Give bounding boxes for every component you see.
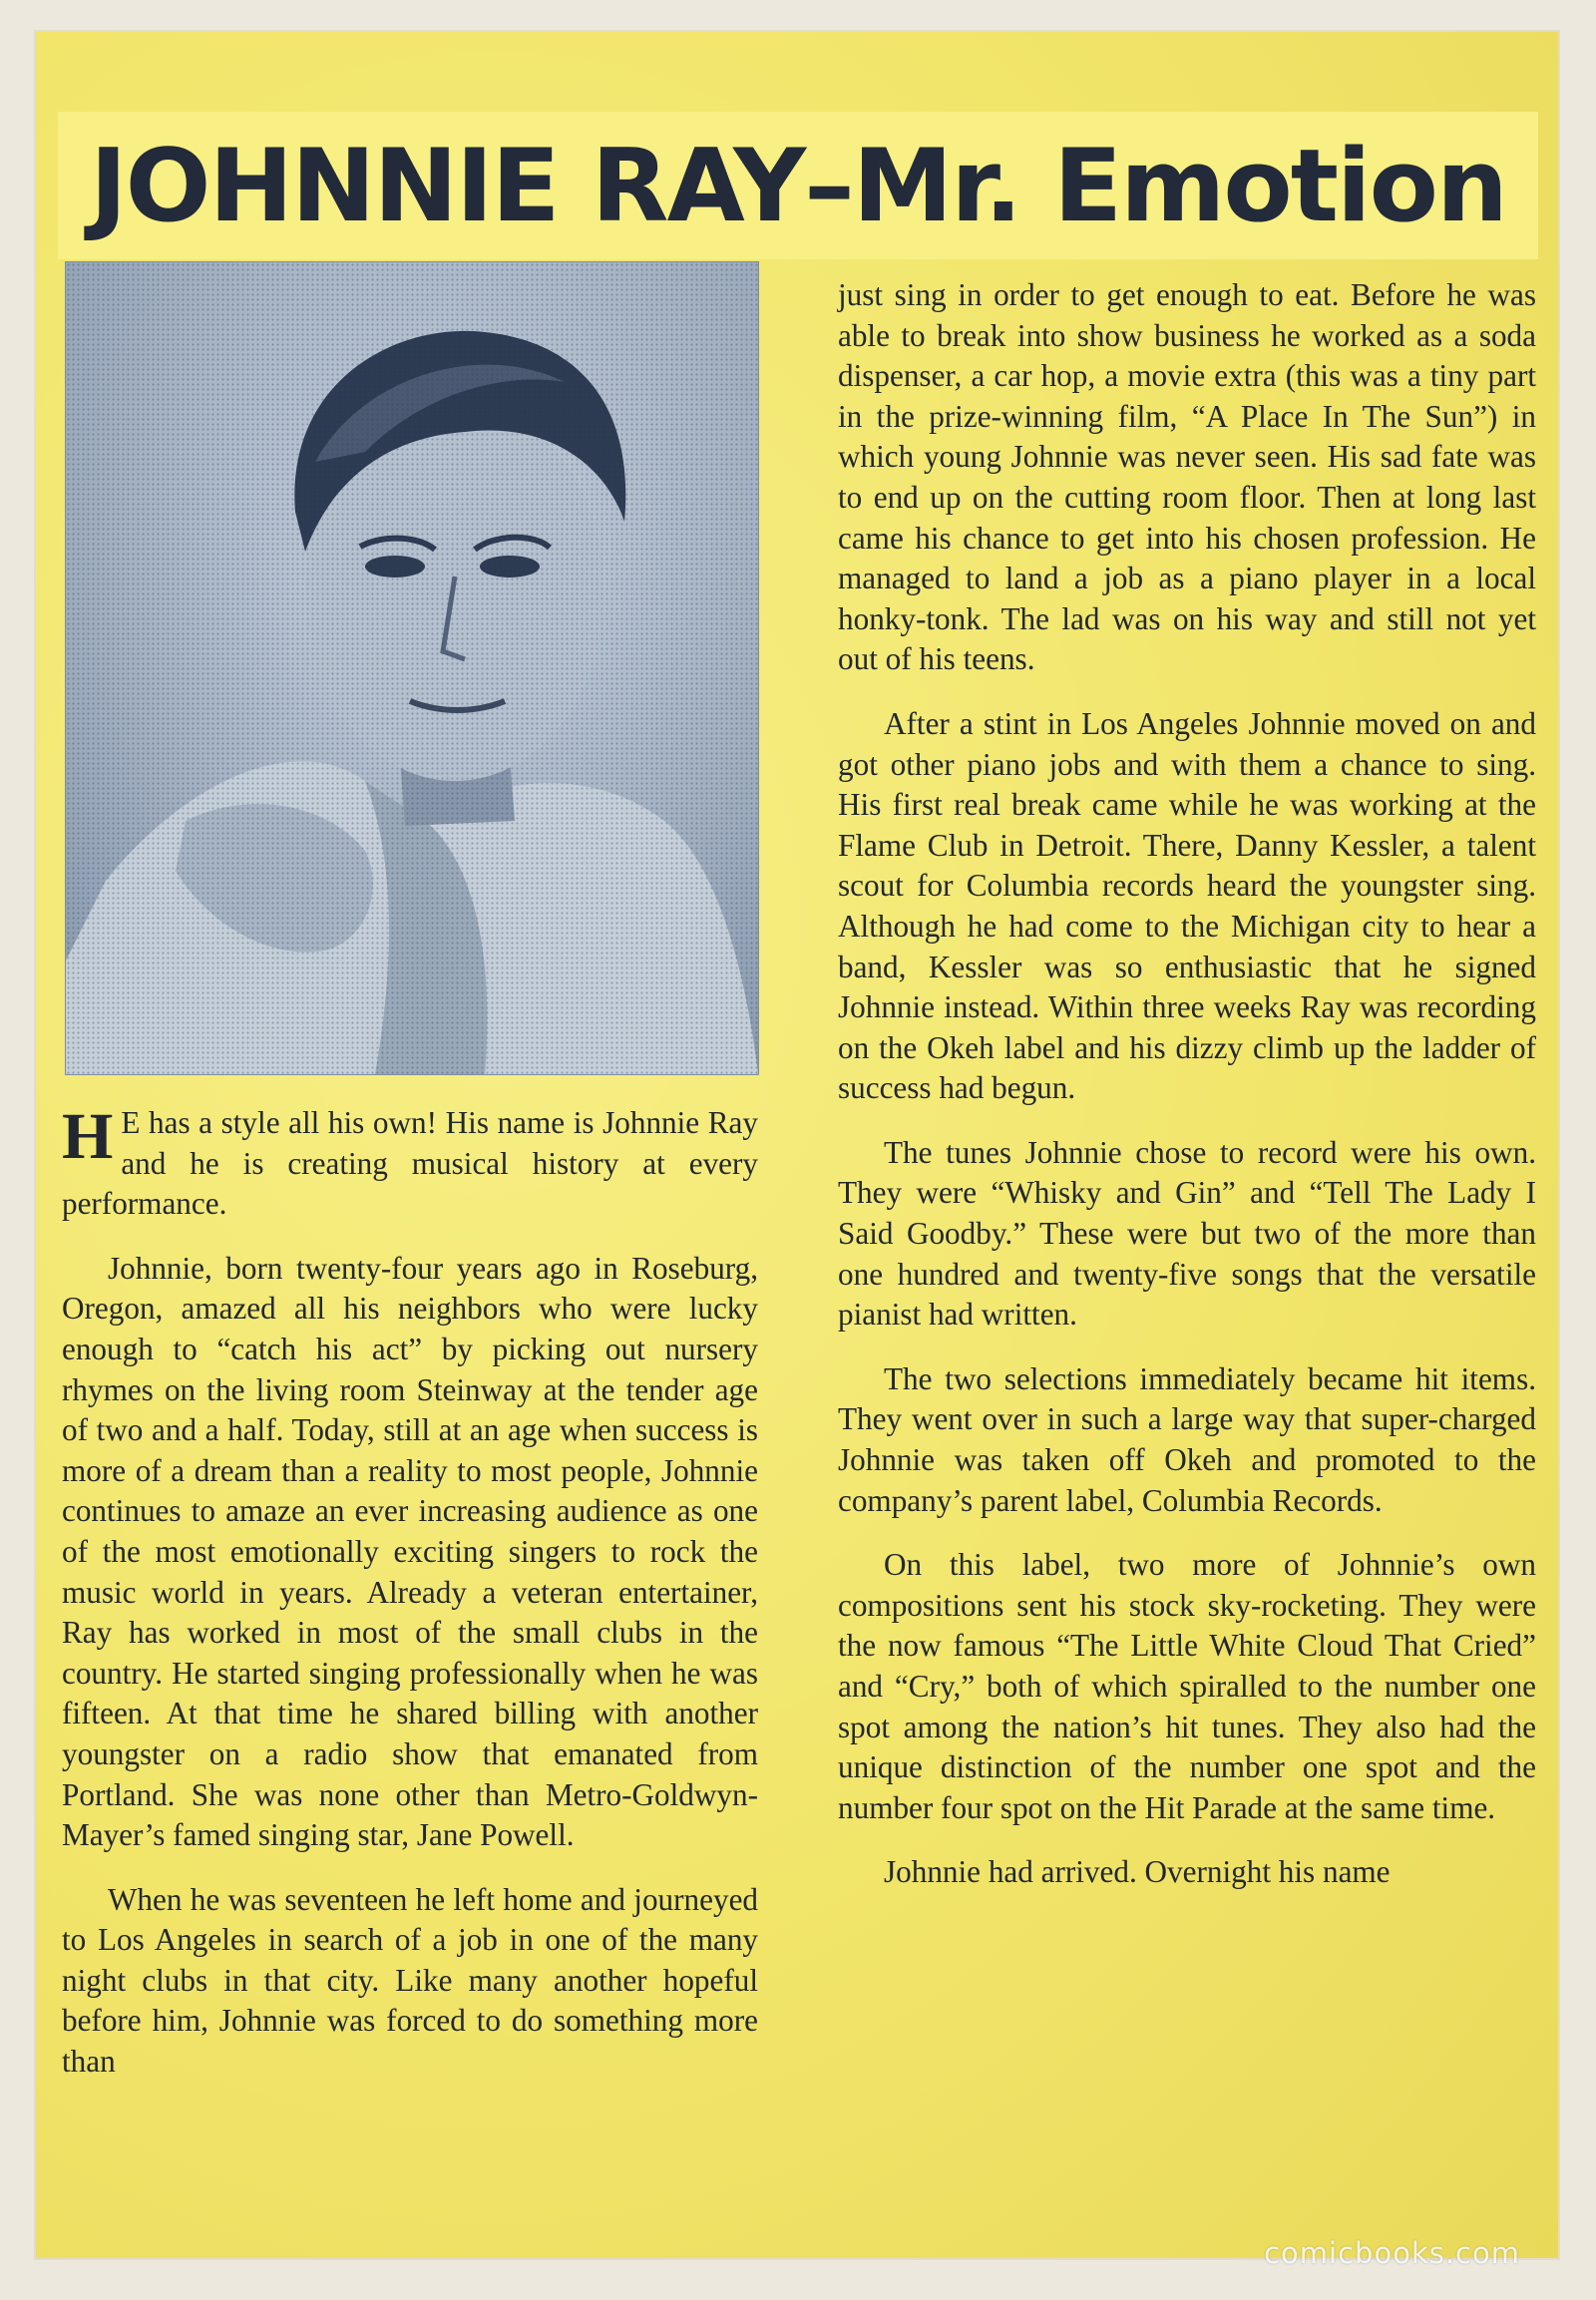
body-paragraph: After a stint in Los Angeles Johnnie moved on and got other piano jobs and with them a chance to sing. His first real break came while he was working at the Flame Club in Detroit. There, Danny Kessler, a talent scout for Columbia records heard the youngster sing. Although he had come to the Michigan city to hear a band, Kessler was so enthusiastic that he signed Johnnie instead. Within three weeks Ray was recording on the Okeh label and his dizzy climb up the ladder of success had begun.	[838, 705, 1536, 1106]
body-paragraph: Johnnie had arrived. Overnight his name	[884, 1854, 1391, 1890]
body-paragraph: Johnnie, born twenty-four years ago in Roseburg, Oregon, amazed all his neighbors who were lucky enough to “catch his act” by picking out nursery rhymes on the living room Steinway at the tender age of two and a half. Today, still at an age when success is more of a dream than a reality to most people, Johnnie continues to amaze an ever increasing audience as one of the most emotionally exciting singers to rock the music world in years. Already a veteran entertainer, Ray has worked in most of the small clubs in the country. He started singing professionally when he was fifteen. At that time he shared billing with another youngster on a radio show that emanated from Portland. She was none other than Metro-Goldwyn-Mayer’s famed singing star, Jane Powell.	[62, 1250, 758, 1853]
right-column	[838, 275, 1536, 1893]
intro-paragraph	[62, 1100, 758, 1225]
watermark: comicbooks.com	[1264, 2236, 1520, 2270]
intro-text: E has a style all his own! His name is Johnnie Ray and he is creating musical history at every performance.	[62, 1105, 758, 1222]
article-headline: JOHNNIE RAY–Mr. Emotion	[58, 112, 1538, 259]
body-paragraph: On this label, two more of Johnnie’s own compositions sent his stock sky-rocketing. They were the now famous “The Little White Cloud That Cried” and “Cry,” both of which spiralled to the number one spot among the nation’s hit tunes. They also had the unique distinction of the number one spot and the number four spot on the Hit Parade at the same time.	[838, 1547, 1536, 1825]
body-paragraph: The tunes Johnnie chose to record were his own. They were “Whisky and Gin” and “Tell The Lady I Said Goodby.” These were but two of the more than one hundred and twenty-five songs that the versatile pianist had written.	[838, 1134, 1536, 1333]
body-paragraph: When he was seventeen he left home and journeyed to Los Angeles in search of a job in one of the many night clubs in that city. Like many another hopeful before him, Johnnie was forced to do something more than	[62, 1881, 758, 2080]
drop-cap: H	[62, 1100, 114, 1173]
body-paragraph: The two selections immediately became hit items. They went over in such a large way that super-charged Johnnie was taken off Okeh and promoted to the company’s parent label, Columbia Records.	[838, 1360, 1536, 1518]
body-paragraph: just sing in order to get enough to eat. Before he was able to break into show business he worked as a soda dispenser, a car hop, a movie extra (this was a tiny part in the prize-winning film, “A Place In The Sun”) in which young Johnnie was never seen. His sad fate was to end up on the cutting room floor. Then at long last came his chance to get into his chosen profession. He managed to land a job as a piano player in a local honky-tonk. The lad was on his way and still not yet out of his teens.	[838, 277, 1536, 677]
portrait-illustration	[66, 262, 758, 1074]
left-column	[62, 1100, 758, 2083]
portrait-photo	[65, 261, 759, 1075]
